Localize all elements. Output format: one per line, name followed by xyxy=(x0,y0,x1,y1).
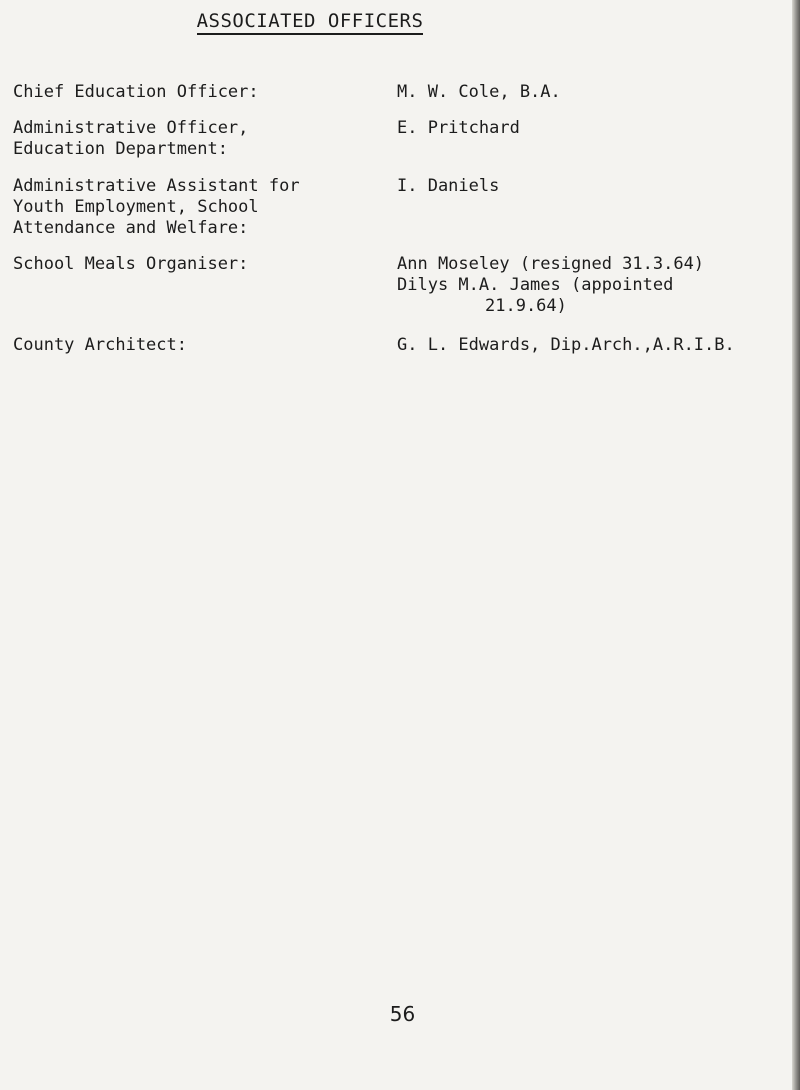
name-chief-education-officer xyxy=(397,82,797,103)
role-line: Administrative Assistant for xyxy=(13,176,300,196)
role-line: Youth Employment, School xyxy=(13,197,259,217)
role-county-architect xyxy=(13,335,373,356)
role-administrative-assistant xyxy=(13,176,373,239)
name-county-architect xyxy=(397,335,797,356)
name-line: E. Pritchard xyxy=(397,118,520,138)
role-school-meals-organiser xyxy=(13,254,373,275)
name-line: M. W. Cole, B.A. xyxy=(397,82,561,102)
name-school-meals-organiser xyxy=(397,254,797,317)
name-line: G. L. Edwards, Dip.Arch.,A.R.I.B. xyxy=(397,335,735,355)
name-line: Ann Moseley (resigned 31.3.64) xyxy=(397,254,705,274)
role-line: Education Department: xyxy=(13,139,228,159)
name-administrative-assistant xyxy=(397,176,797,197)
name-line: 21.9.64) xyxy=(485,296,567,316)
page-heading xyxy=(0,10,620,32)
role-line: Attendance and Welfare: xyxy=(13,218,249,238)
heading-text: ASSOCIATED OFFICERS xyxy=(197,10,424,35)
name-line: Dilys M.A. James (appointed xyxy=(397,275,674,295)
role-line: County Architect: xyxy=(13,335,187,355)
role-administrative-officer xyxy=(13,118,373,160)
role-line: Administrative Officer, xyxy=(13,118,249,138)
role-line: Chief Education Officer: xyxy=(13,82,259,102)
page-edge-shadow xyxy=(792,0,800,1090)
role-line: School Meals Organiser: xyxy=(13,254,249,274)
name-administrative-officer xyxy=(397,118,797,139)
role-chief-education-officer xyxy=(13,82,373,103)
name-line: I. Daniels xyxy=(397,176,500,196)
page-number: 56 xyxy=(389,1002,416,1026)
